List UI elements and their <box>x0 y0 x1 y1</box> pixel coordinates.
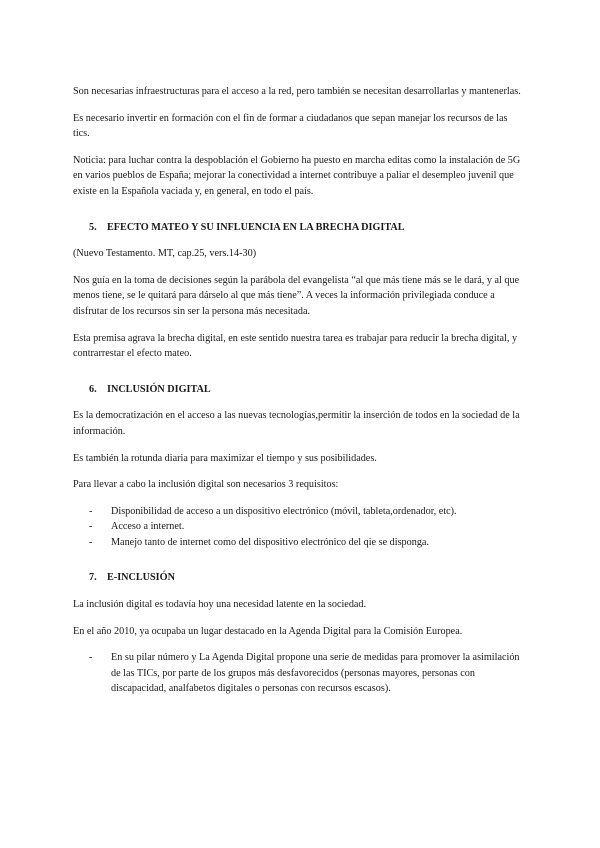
section-6-paragraph-3: Para llevar a cabo la inclusión digital son necesarios 3 requisitos: <box>73 479 339 491</box>
document-page <box>73 84 525 708</box>
section-7-paragraph-2: En el año 2010, ya ocupaba un lugar destacado en la Agenda Digital para la Comisión Europea. <box>73 625 463 637</box>
section-7-number: 7. <box>89 572 97 584</box>
intro-paragraph-1: Son necesarias infraestructuras para el acceso a la red, pero también se necesitan desarrollarlas y mantenerlas. <box>73 86 521 97</box>
section-6-heading <box>73 382 525 398</box>
list-item <box>73 535 525 551</box>
section-6-number: 6. <box>89 383 97 395</box>
section-5-paragraph-3: Esta premisa agrava la brecha digital, en este sentido nuestra tarea es trabajar para reducir la brecha digital, y contrarrestar el efecto mateo. <box>73 332 518 360</box>
intro-paragraph-3: Noticia: para luchar contra la despoblación el Gobierno ha puesto en marcha editas como la instalación de 5G en varios pueblos de España; mejorar la conectividad a internet contribuye a paliar el desempleo juvenil que existe en la Española vaciada y, en general, en todo el país. <box>73 154 521 197</box>
section-6-requirements-list <box>73 504 525 551</box>
section-7-heading <box>73 570 525 586</box>
section-5-title: EFECTO MATEO Y SU INFLUENCIA EN LA BRECHA DIGITAL <box>107 221 405 233</box>
dash-bullet: - <box>89 521 93 533</box>
dash-bullet: - <box>89 536 93 548</box>
list-item-text: Disponibilidad de acceso a un dispositivo electrónico (móvil, tableta,ordenador, etc). <box>111 505 457 517</box>
section-5-number: 5. <box>89 221 97 233</box>
list-item-text: Manejo tanto de internet como del dispositivo electrónico del qie se disponga. <box>111 536 429 548</box>
dash-bullet: - <box>89 652 93 664</box>
list-item <box>73 650 525 697</box>
section-6-paragraph-1: Es la democratización en el acceso a las nuevas tecnologías,permitir la inserción de todos en la sociedad de la información. <box>73 410 520 437</box>
section-7-title: E-INCLUSIÓN <box>107 572 175 584</box>
list-item-text: Acceso a internet. <box>111 521 185 533</box>
section-5-heading <box>73 220 525 236</box>
section-7-paragraph-1: La inclusión digital es todavía hoy una necesidad latente en la sociedad. <box>73 599 367 611</box>
section-6-title: INCLUSIÓN DIGITAL <box>107 383 211 395</box>
section-6-paragraph-2: Es también la rotunda diaria para maximizar el tiempo y sus posibilidades. <box>73 452 377 464</box>
list-item <box>73 519 525 535</box>
dash-bullet: - <box>89 505 93 517</box>
section-5-paragraph-1: (Nuevo Testamento. MT, cap.25, vers.14-30) <box>73 248 257 260</box>
list-item <box>73 504 525 520</box>
section-5-paragraph-2: Nos guía en la toma de decisiones según la parábola del evangelista “al que más tiene más se le dará, y al que menos tiene, se le quitará para dárselo al que más tiene”. A veces la información privilegiada conduce a disfrutar de los recursos sin ser la persona más necesitada. <box>73 274 520 317</box>
intro-paragraph-2: Es necesario invertir en formación con el fin de formar a ciudadanos que sepan manejar los recursos de las tics. <box>73 112 508 140</box>
list-item-text: En su pilar número y La Agenda Digital propone una serie de medidas para promover la asimilación de las TICs, por parte de los grupos más desfavorecidos (personas mayores, personas con discapacidad, analfabetos digitales o personas con recursos escasos). <box>111 652 520 695</box>
section-7-list <box>73 650 525 697</box>
